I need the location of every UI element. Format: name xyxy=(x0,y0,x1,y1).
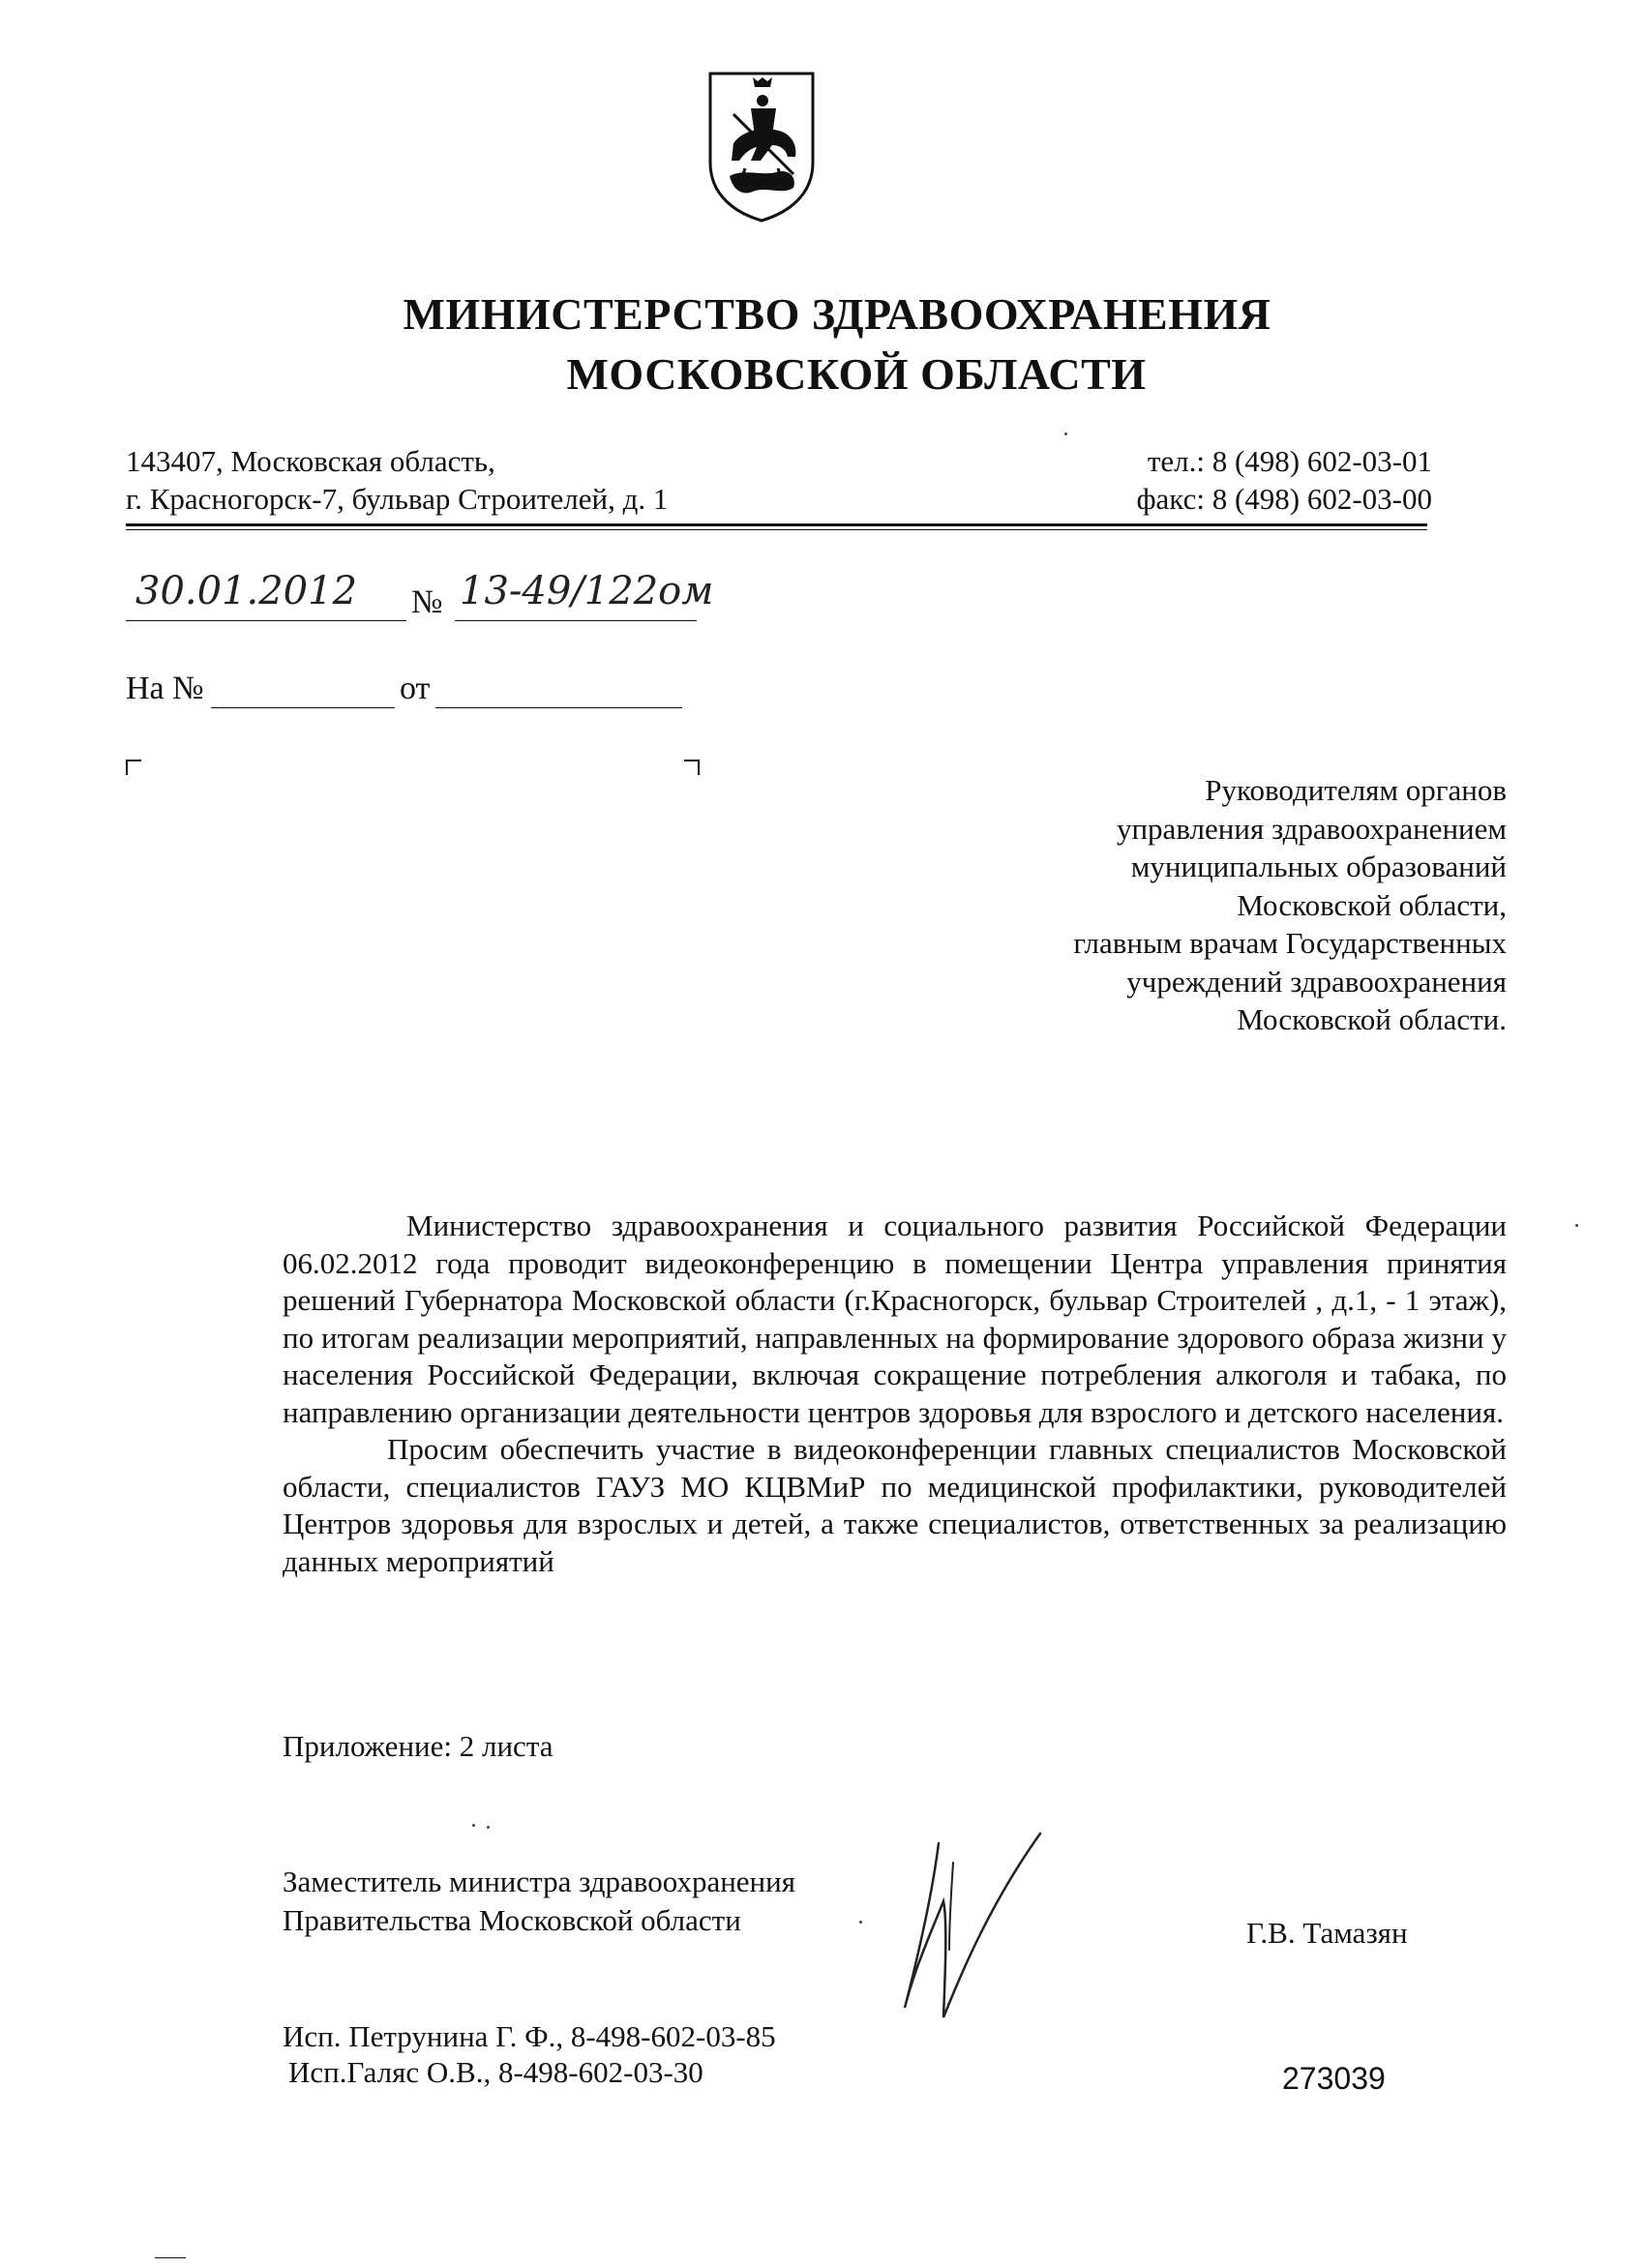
recipient-line: Московской области. xyxy=(1237,1002,1507,1036)
executor-line-2: Исп.Галяс О.В., 8-498-602-03-30 xyxy=(288,2055,703,2089)
scan-speck xyxy=(487,1826,490,1829)
number-label: № xyxy=(411,584,443,620)
date-underline xyxy=(126,620,406,621)
executor-line-1: Исп. Петрунина Г. Ф., 8-498-602-03-85 xyxy=(283,2019,776,2053)
document-id: 273039 xyxy=(1282,2061,1386,2096)
reply-from-underline xyxy=(435,707,682,708)
recipients-block xyxy=(1073,771,1507,1039)
phone-number: тел.: 8 (498) 602-03-01 xyxy=(1147,444,1432,478)
reply-from-label: от xyxy=(400,671,431,706)
registration-date: 30.01.2012 xyxy=(135,569,358,613)
scan-speck xyxy=(1575,1224,1578,1227)
corner-bracket-right xyxy=(684,760,700,775)
recipient-line: Московской области, xyxy=(1237,887,1507,922)
ministry-title-line-2: МОСКОВСКОЙ ОБЛАСТИ xyxy=(566,349,1147,399)
scan-speck xyxy=(859,1921,862,1924)
address-line-1: 143407, Московская область, xyxy=(126,444,495,478)
reply-number-label: На № xyxy=(126,671,204,706)
ministry-address xyxy=(126,442,668,518)
signatory-name: Г.В. Тамазян xyxy=(1246,1916,1408,1950)
ministry-title-line-1: МИНИСТЕРСТВО ЗДРАВООХРАНЕНИЯ xyxy=(403,289,1271,339)
header-rule-thin xyxy=(126,529,1427,530)
handwritten-signature xyxy=(885,1824,1050,2027)
registration-number: 13-49/122ом xyxy=(460,569,714,613)
recipient-line: главным врачам Государственных xyxy=(1073,926,1507,960)
scan-speck xyxy=(1064,433,1067,435)
number-underline xyxy=(455,620,697,621)
recipient-line: учреждений здравоохранения xyxy=(1126,964,1507,999)
recipient-line: муниципальных образований xyxy=(1130,850,1507,883)
signatory-title xyxy=(283,1863,795,1940)
body-paragraph-1: Министерство здравоохранения и социального развития Российской Федерации 06.02.2012 года проводит видеоконференцию в помещении Центра управления принятия решений Губернатора Московской области (г.Красногорск, бульвар Строителей , д.1, - 1 этаж), по итогам реализации мероприятий, направленных на формирование здорового образа жизни у населения Российской Федерации, включая сокращение потребления алкоголя и табака, по направлению организации деятельности центров здоровья для взрослого и детского населения. xyxy=(283,1209,1507,1429)
scan-speck xyxy=(472,1824,475,1827)
corner-bracket-left xyxy=(126,760,141,775)
letter-body xyxy=(283,1208,1507,1580)
body-paragraph-2: Просим обеспечить участие в видеоконференции главных специалистов Московской области, специалистов ГАУЗ МО КЦВМиР по медицинской профилактики, руководителей Центров здоровья для взрослых и детей, а также специалистов, ответственных за реализацию данных мероприятий xyxy=(283,1432,1507,1578)
signatory-title-line-2: Правительства Московской области xyxy=(283,1903,741,1937)
recipient-line: Руководителям органов xyxy=(1205,773,1507,807)
ministry-title xyxy=(0,284,1645,404)
coat-of-arms-emblem xyxy=(704,68,819,224)
scan-mark xyxy=(155,2257,186,2258)
header-rule-thick xyxy=(126,523,1427,526)
attachment-note: Приложение: 2 листа xyxy=(283,1729,553,1763)
ministry-contacts xyxy=(1136,442,1432,518)
signatory-title-line-1: Заместитель министра здравоохранения xyxy=(283,1865,795,1898)
fax-number: факс: 8 (498) 602-03-00 xyxy=(1136,482,1432,516)
recipient-line: управления здравоохранением xyxy=(1116,811,1507,846)
reply-number-underline xyxy=(211,707,395,708)
address-line-2: г. Красногорск-7, бульвар Строителей, д. 1 xyxy=(126,482,669,516)
